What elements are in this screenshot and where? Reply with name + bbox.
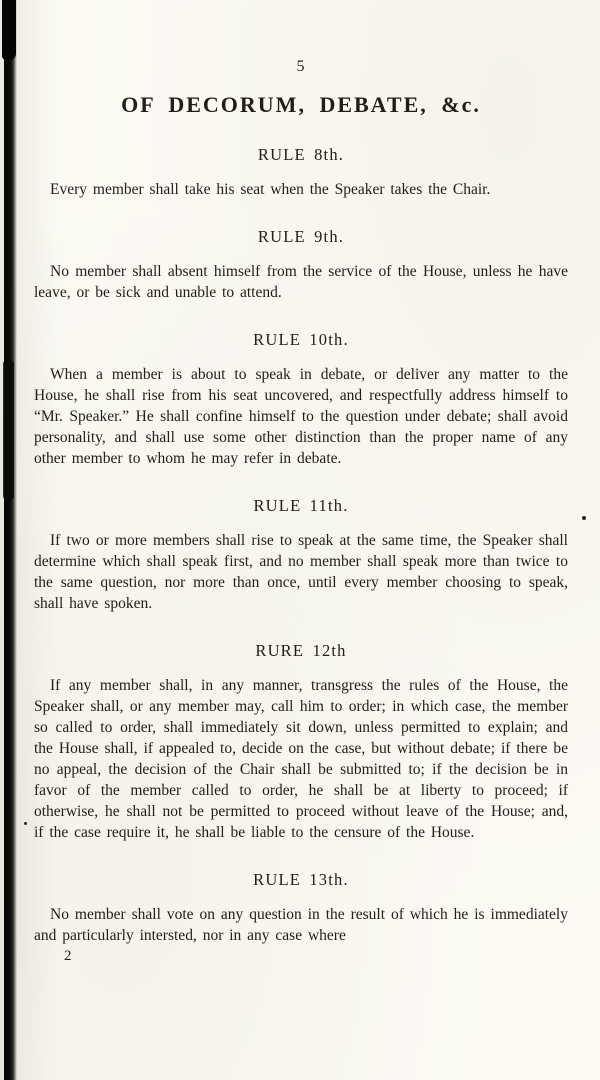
rule-heading: RULE 8th. — [257, 145, 345, 164]
rule-section — [34, 641, 568, 843]
page-number: 5 — [296, 58, 306, 75]
rule-heading: RULE 9th. — [257, 227, 345, 246]
rule-heading: RURE 12th — [255, 641, 347, 660]
rule-body: If any member shall, in any manner, transgress the rules of the House, the Speaker shall, or any member may, call him to order; in which case, the member so called to order, shall immediately sit down, unless permitted to explain; and the House shall, if appealed to, decide on the case, but without debate; if there be no appeal, the decision of the Chair shall be submitted to; if the decision be in favor of the member called to order, he shall be at liberty to proceed; if otherwise, he shall not be permitted to proceed without leave of the House; and, if the case require it, he shall be liable to the censure of the House. — [34, 677, 568, 841]
page-content — [34, 58, 568, 965]
rule-section — [34, 330, 568, 469]
rule-body: When a member is about to speak in debate, or deliver any matter to the House, he shall rise from his seat uncovered, and respectfully address himself to “Mr. Speaker.” He shall confine himself to the question under debate; shall avoid personality, and shall use some other distinction than the proper name of any other member to whom he may refer in debate. — [34, 366, 568, 467]
binding-ink-mark — [2, 0, 16, 60]
ink-speck — [24, 822, 27, 825]
binding-ink-mark — [3, 360, 14, 500]
rule-body: Every member shall take his seat when the Speaker takes the Chair. — [50, 181, 491, 198]
rule-section — [34, 496, 568, 614]
page-title: OF DECORUM, DEBATE, &c. — [121, 92, 481, 117]
rule-heading: RULE 13th. — [253, 870, 349, 889]
rule-body: If two or more members shall rise to speak at the same time, the Speaker shall determine which shall speak first, and no member shall speak more than twice to the same question, nor more than once, until every member choosing to speak, shall have spoken. — [34, 532, 568, 612]
rule-section — [34, 870, 568, 946]
ink-speck — [582, 516, 586, 520]
rule-heading: RULE 10th. — [253, 330, 349, 349]
rule-section — [34, 227, 568, 303]
signature-mark: 2 — [64, 948, 72, 964]
rule-body: No member shall absent himself from the service of the House, unless he have leave, or be sick and unable to attend. — [34, 263, 568, 301]
rule-section — [34, 145, 568, 200]
binding-edge — [4, 0, 17, 1080]
rule-body: No member shall vote on any question in the result of which he is immediately and particularly intersted, nor in any case where — [34, 906, 568, 944]
rule-heading: RULE 11th. — [253, 496, 349, 515]
